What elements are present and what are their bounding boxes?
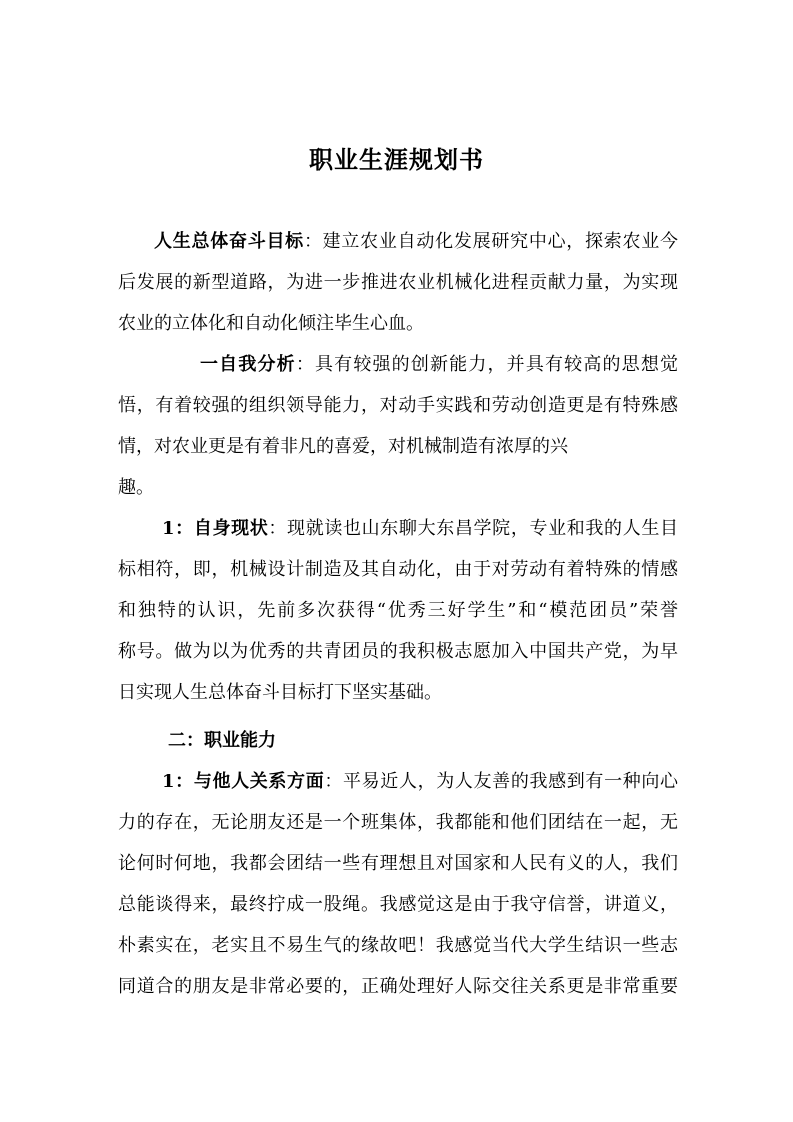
paragraph-relationships-line-3: 论何时何地，我都会团结一些有理想且对国家和人民有义的人，我们 (118, 853, 678, 874)
life-goal-label: 人生总体奋斗目标 (154, 231, 304, 252)
paragraph-relationships-line-6: 同道合的朋友是非常必要的，正确处理好人际交往关系更是非常重要 (118, 976, 678, 997)
paragraph-current-status-line-5: 日实现人生总体奋斗目标打下坚实基础。 (118, 682, 442, 703)
self-analysis-text: ：具有较强的创新能力，并具有较高的思想觉 (295, 354, 679, 375)
paragraph-current-status-line-4: 称号。做为以为优秀的共青团员的我积极志愿加入中国共产党，为早 (118, 641, 678, 662)
current-status-text: ：现就读也山东聊大东昌学院，专业和我的人生目 (268, 518, 678, 539)
paragraph-self-analysis-line-2: 悟，有着较强的组织领导能力，对动手实践和劳动创造更是有特殊感 (118, 395, 678, 416)
life-goal-text: ：建立农业自动化发展研究中心，探索农业今 (303, 231, 679, 252)
paragraph-life-goal-line-3: 农业的立体化和自动化倾注毕生心血。 (118, 313, 424, 334)
paragraph-self-analysis-line-4: 趣。 (118, 477, 154, 498)
self-analysis-label: 一自我分析 (200, 354, 296, 375)
paragraph-life-goal-line-2: 后发展的新型道路，为进一步推进农业机械化进程贡献力量，为实现 (118, 272, 678, 293)
paragraph-relationships-line-2: 力的存在，无论朋友还是一个班集体，我都能和他们团结在一起，无 (118, 812, 678, 833)
section-heading-career-ability: 二：职业能力 (168, 730, 276, 751)
relationships-text: ：平易近人，为人友善的我感到有一种向心 (324, 771, 679, 792)
paragraph-self-analysis-line-3: 情，对农业更是有着非凡的喜爱，对机械制造有浓厚的兴 (118, 436, 568, 457)
paragraph-relationships-line-1 (118, 770, 678, 794)
paragraph-self-analysis-line-1 (118, 353, 678, 377)
paragraph-current-status-line-1 (118, 517, 678, 541)
paragraph-relationships-line-4: 总能谈得来，最终拧成一股绳。我感觉这是由于我守信誉，讲道义， (118, 894, 678, 915)
current-status-label: 1：自身现状 (162, 518, 269, 539)
document-title: 职业生涯规划书 (309, 145, 484, 174)
paragraph-life-goal-line-1 (118, 230, 678, 254)
paragraph-current-status-line-2: 标相符，即，机械设计制造及其自动化，由于对劳动有着特殊的情感 (118, 559, 678, 580)
paragraph-relationships-line-5: 朴素实在，老实且不易生气的缘故吧！我感觉当代大学生结识一些志 (118, 935, 678, 956)
relationships-label: 1：与他人关系方面 (162, 771, 325, 792)
paragraph-current-status-line-3: 和独特的认识，先前多次获得“优秀三好学生”和“模范团员”荣誉 (118, 600, 678, 621)
